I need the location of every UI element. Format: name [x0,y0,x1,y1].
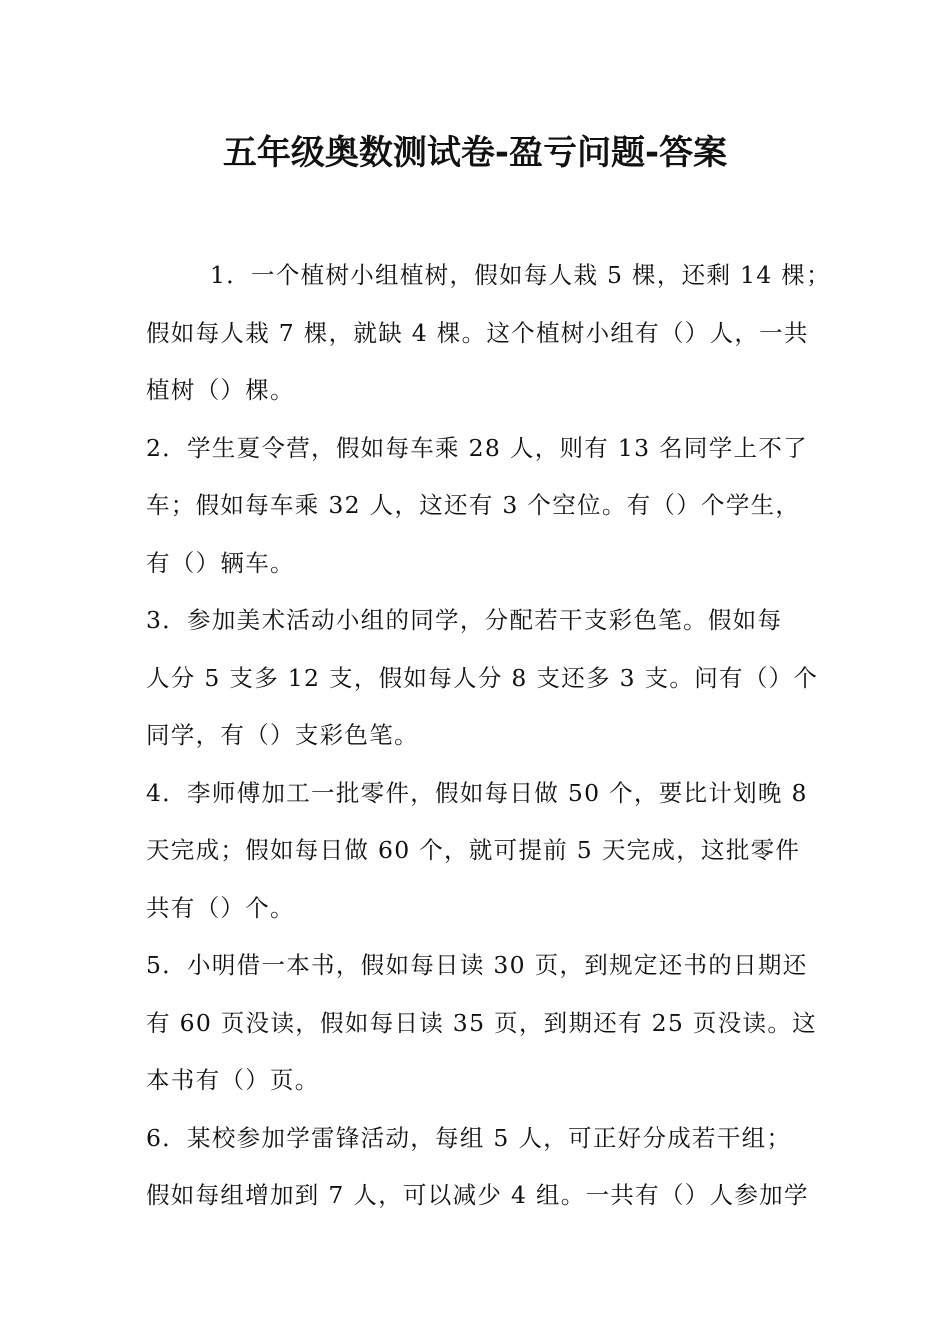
question-3 [146,592,836,765]
question-3-line-3: 同学，有（）支彩色笔。 [146,721,419,749]
question-3-line-2: 人分 5 支多 12 支，假如每人分 8 支还多 3 支。问有（）个 [146,663,819,692]
question-3-line-1: 3．参加美术活动小组的同学，分配若干支彩色笔。假如每 [146,606,783,634]
question-4-line-1: 4．李师傅加工一批零件，假如每日做 50 个，要比计划晚 8 [146,778,808,807]
question-2-line-3: 有（）辆车。 [146,548,295,577]
question-1-line-1: 1．一个植树小组植树，假如每人栽 5 棵，还剩 14 棵； [210,261,831,289]
question-1-line-2: 假如每人栽 7 棵，就缺 4 棵。这个植树小组有（）人，一共 [146,318,809,347]
questions-body [146,247,836,1225]
question-5 [146,937,836,1110]
question-5-line-3: 本书有（）页。 [146,1066,320,1094]
question-4-line-3: 共有（）个。 [146,893,295,922]
question-2 [146,420,836,593]
question-1-line-3: 植树（）棵。 [146,376,295,404]
question-1 [146,247,836,420]
question-4 [146,765,836,938]
question-2-line-2: 车；假如每车乘 32 人，这还有 3 个空位。有（）个学生， [146,491,801,519]
question-4-line-2: 天完成；假如每日做 60 个，就可提前 5 天完成，这批零件 [146,836,801,864]
question-6-line-1: 6．某校参加学雷锋活动，每组 5 人，可正好分成若干组； [146,1123,792,1152]
question-6 [146,1110,836,1225]
question-5-line-2: 有 60 页没读，假如每日读 35 页，到期还有 25 页没读。这 [146,1008,817,1037]
document-title: 五年级奥数测试卷-盈亏问题-答案 [222,133,728,173]
question-2-line-1: 2．学生夏令营，假如每车乘 28 人，则有 13 名同学上不了 [146,433,808,462]
question-6-line-2: 假如每组增加到 7 人，可以减少 4 组。一共有（）人参加学 [146,1181,809,1209]
question-5-line-1: 5．小明借一本书，假如每日读 30 页，到规定还书的日期还 [146,951,808,979]
